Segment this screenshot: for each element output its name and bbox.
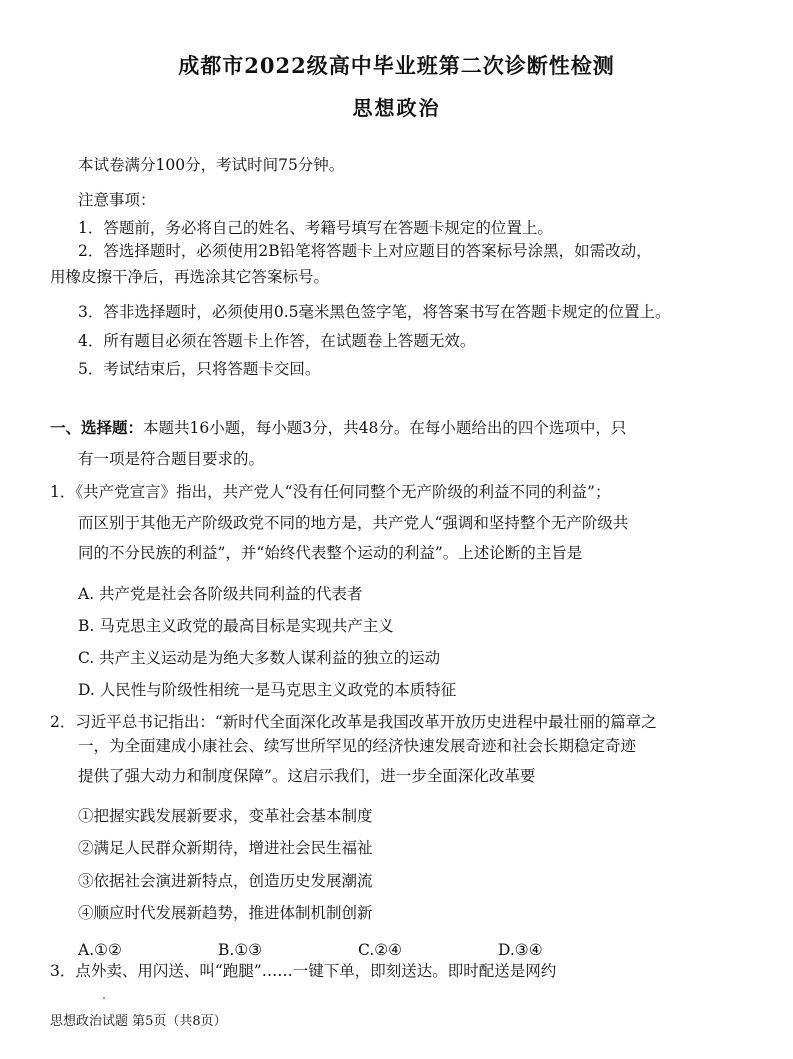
question-2-option-a: A.①② bbox=[78, 941, 122, 959]
question-2-statement: ①把握实践发展新要求，变革社会基本制度 bbox=[78, 807, 373, 825]
exam-title: 成都市2022级高中毕业班第二次诊断性检测 bbox=[178, 53, 615, 78]
note-line: 4．所有题目必须在答题卡上作答，在试题卷上答题无效。 bbox=[78, 332, 476, 350]
exam-info: 本试卷满分100分，考试时间75分钟。 bbox=[78, 156, 345, 174]
note-line: 1．答题前，务必将自己的姓名、考籍号填写在答题卡规定的位置上。 bbox=[78, 219, 553, 237]
question-2-option-c: C.②④ bbox=[358, 941, 403, 959]
question-2-statement: ②满足人民群众新期待，增进社会民生福祉 bbox=[78, 839, 373, 857]
question-1-stem: 而区别于其他无产阶级政党不同的地方是，共产党人“强调和坚持整个无产阶级共 bbox=[78, 514, 629, 532]
section-heading-line bbox=[50, 418, 626, 438]
section-heading: 一、选择题： bbox=[50, 418, 144, 437]
question-2-option-d: D.③④ bbox=[498, 941, 543, 959]
subject-title: 思想政治 bbox=[352, 96, 441, 120]
question-2-stem: 提供了强大动力和制度保障”。这启示我们，进一步全面深化改革要 bbox=[78, 767, 536, 785]
question-1-option-d: D. 人民性与阶级性相统一是马克思主义政党的本质特征 bbox=[78, 681, 457, 699]
scan-speck bbox=[103, 997, 105, 999]
note-line: 用橡皮擦干净后，再选涂其它答案标号。 bbox=[50, 268, 330, 286]
question-2-stem: 一，为全面建成小康社会、续写世所罕见的经济快速发展奇迹和社会长期稳定奇迹 bbox=[78, 737, 637, 755]
question-2-stem: 2．习近平总书记指出：“新时代全面深化改革是我国改革开放历史进程中最壮丽的篇章之 bbox=[50, 713, 657, 731]
section-instructions-cont: 有一项是符合题目要求的。 bbox=[78, 450, 265, 468]
question-1-option-a: A. 共产党是社会各阶级共同利益的代表者 bbox=[78, 585, 363, 603]
note-line: 3．答非选择题时，必须使用0.5毫米黑色签字笔，将答案书写在答题卡规定的位置上。 bbox=[78, 303, 671, 321]
section-instructions: 本题共16小题，每小题3分，共48分。在每小题给出的四个选项中，只 bbox=[143, 419, 627, 437]
question-2-option-b: B.①③ bbox=[218, 941, 263, 959]
question-1-stem: 同的不分民族的利益”，并“始终代表整个运动的利益”。上述论断的主旨是 bbox=[78, 544, 583, 562]
page-footer: 思想政治试题 第5页（共8页） bbox=[50, 1014, 227, 1029]
question-1-option-c: C. 共产主义运动是为绝大多数人谋利益的独立的运动 bbox=[78, 649, 441, 667]
note-line: 2．答选择题时，必须使用2B铅笔将答题卡上对应题目的答案标号涂黑，如需改动， bbox=[78, 242, 652, 260]
question-1-option-b: B. 马克思主义政党的最高目标是实现共产主义 bbox=[78, 617, 394, 635]
question-1-stem: 1．《共产党宣言》指出，共产党人“没有任何同整个无产阶级的利益不同的利益”； bbox=[50, 483, 611, 501]
question-2-statement: ③依据社会演进新特点，创造历史发展潮流 bbox=[78, 872, 373, 890]
notes-heading: 注意事项： bbox=[78, 191, 156, 209]
question-2-statement: ④顺应时代发展新趋势，推进体制机制创新 bbox=[78, 904, 373, 922]
question-3-stem: 3．点外卖、用闪送、叫“跑腿”……一键下单，即刻送达。即时配送是网约 bbox=[50, 962, 557, 980]
note-line: 5．考试结束后，只将答题卡交回。 bbox=[78, 360, 321, 378]
